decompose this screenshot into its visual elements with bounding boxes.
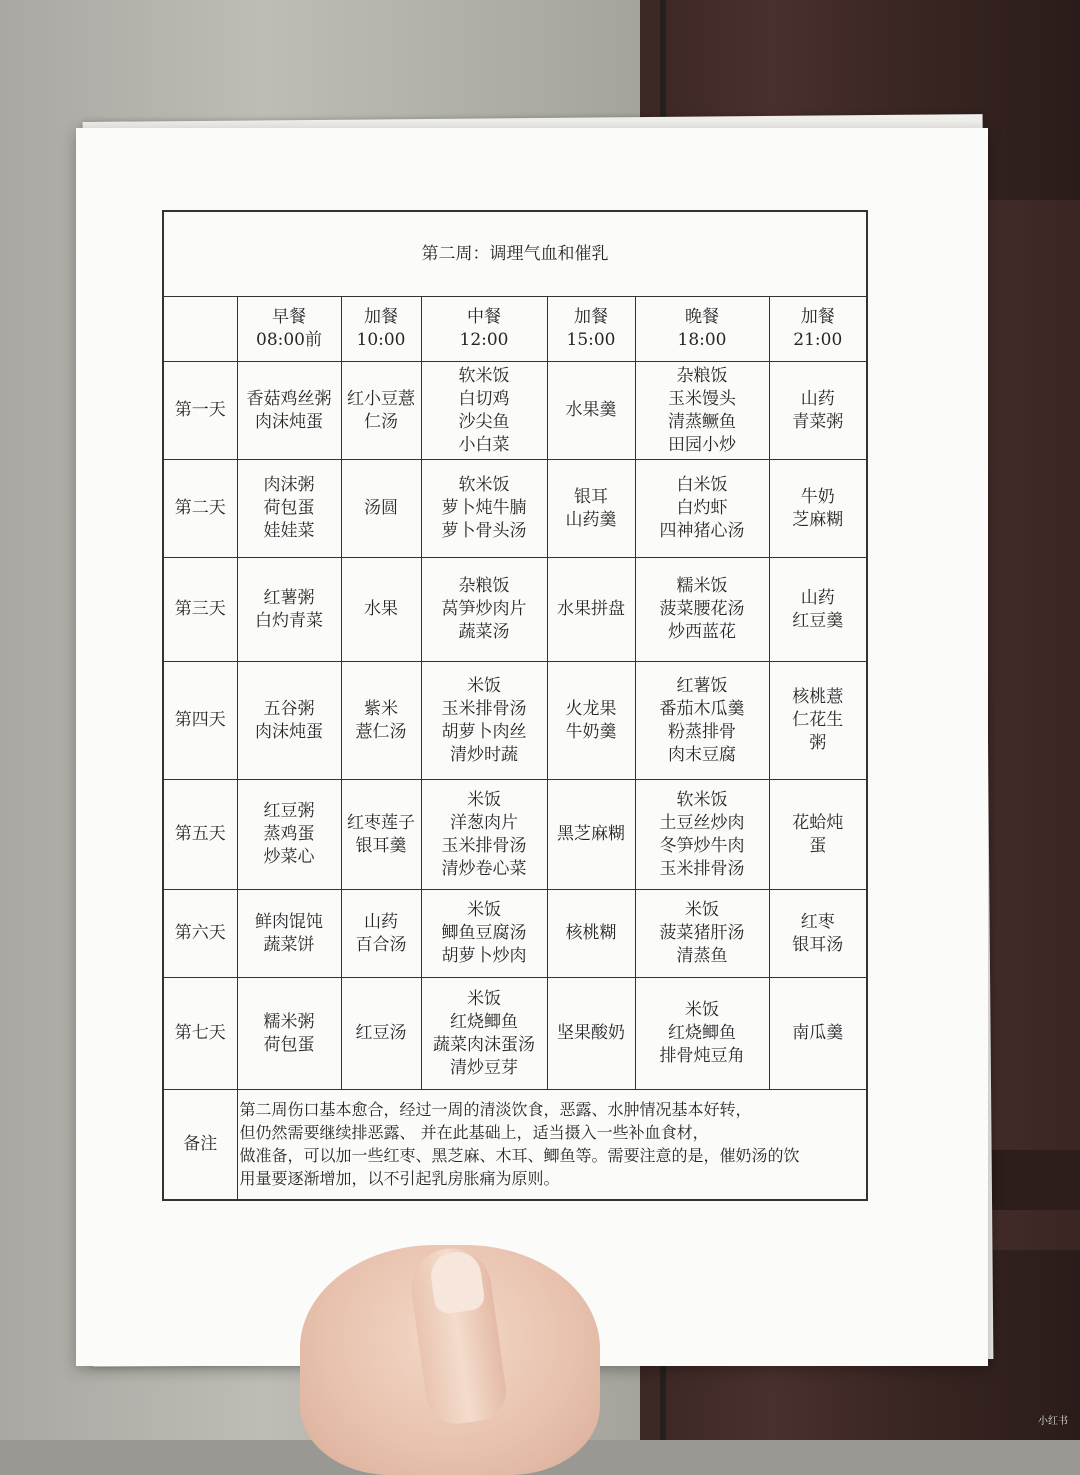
meal-cell — [421, 460, 547, 558]
dish-item: 玉米馒头 — [668, 388, 736, 409]
meal-cell — [769, 780, 867, 890]
meal-cell — [635, 362, 769, 460]
dish-item: 鲫鱼豆腐汤 — [441, 923, 527, 943]
dish-item: 土豆丝炒肉 — [659, 812, 745, 833]
dish-item: 蒸鸡蛋 — [263, 824, 315, 844]
dish-item: 鲜肉馄饨 — [255, 911, 323, 932]
meal-time: 10:00 — [356, 330, 406, 350]
dish-item: 山药 — [800, 587, 835, 608]
meal-cell — [547, 780, 635, 890]
dish-item: 莴笋炒肉片 — [441, 599, 527, 619]
dish-item: 山药 — [800, 388, 835, 409]
meal-cell — [421, 780, 547, 890]
meal-cell — [635, 978, 769, 1090]
dish-item: 荷包蛋 — [263, 498, 315, 518]
meal-name: 晚餐 — [685, 307, 719, 327]
dish-item: 百合汤 — [355, 934, 407, 955]
meal-cell — [237, 890, 341, 978]
dish-item: 花蛤炖 — [792, 812, 844, 833]
dish-item: 白米饭 — [676, 475, 728, 495]
dish-item: 红烧鲫鱼 — [668, 1023, 736, 1043]
table-row — [163, 558, 867, 662]
meal-cell — [635, 662, 769, 780]
dish-item: 萝卜炖牛腩 — [441, 498, 527, 518]
meal-cell — [769, 558, 867, 662]
dish-item: 清蒸鱼 — [676, 946, 728, 966]
meal-cell — [237, 978, 341, 1090]
dish-item: 田园小炒 — [668, 434, 736, 455]
dish-item: 小白菜 — [458, 434, 510, 455]
column-header — [769, 297, 867, 362]
meal-cell — [341, 362, 421, 460]
note-text — [237, 1090, 867, 1200]
dish-item: 牛奶羹 — [565, 721, 617, 742]
meal-time: 15:00 — [566, 330, 616, 350]
meal-name: 早餐 — [272, 307, 306, 327]
meal-cell — [341, 978, 421, 1090]
dish-item: 坚果酸奶 — [557, 1023, 625, 1043]
meal-time: 21:00 — [793, 330, 843, 350]
dish-item: 红豆粥 — [263, 801, 315, 821]
dish-item: 米饭 — [467, 675, 501, 696]
meal-cell — [769, 662, 867, 780]
dish-item: 五谷粥 — [263, 698, 315, 719]
meal-name: 中餐 — [467, 307, 501, 327]
dish-item: 杂粮饭 — [676, 365, 728, 386]
dish-item: 玉米排骨汤 — [441, 698, 527, 719]
meal-cell — [547, 662, 635, 780]
dish-item: 蛋 — [809, 835, 827, 856]
meal-cell — [421, 558, 547, 662]
meal-name: 加餐 — [574, 307, 608, 327]
dish-item: 清炒豆芽 — [450, 1057, 518, 1078]
meal-cell — [237, 662, 341, 780]
dish-item: 蔬菜饼 — [263, 934, 315, 955]
meal-cell — [237, 558, 341, 662]
column-header — [237, 297, 341, 362]
note-line: 做准备，可以加一些红枣、黑芝麻、木耳、鲫鱼等。需要注意的是，催奶汤的饮 — [239, 1146, 800, 1166]
dish-item: 肉沫炖蛋 — [255, 411, 323, 432]
meal-time: 12:00 — [459, 330, 509, 350]
dish-item: 炒菜心 — [263, 847, 315, 867]
dish-item: 四神猪心汤 — [659, 521, 745, 541]
dish-item: 清炒时蔬 — [450, 744, 518, 765]
dish-item: 薏仁汤 — [355, 721, 407, 742]
note-label: 备注 — [163, 1090, 237, 1200]
meal-cell — [547, 890, 635, 978]
meal-cell — [769, 460, 867, 558]
dish-item: 黑芝麻糊 — [557, 824, 625, 844]
dish-item: 白灼虾 — [676, 498, 728, 518]
dish-item: 糯米粥 — [263, 1011, 315, 1032]
dish-item: 粉蒸排骨 — [668, 721, 736, 742]
dish-item: 红薯粥 — [263, 587, 315, 608]
dish-item: 清炒卷心菜 — [441, 858, 527, 879]
dish-item: 杂粮饭 — [458, 576, 510, 596]
dish-item: 菠菜腰花汤 — [659, 599, 745, 619]
dish-item: 红烧鲫鱼 — [450, 1011, 518, 1032]
watermark-logo: 小红书 — [1038, 1416, 1068, 1427]
dish-item: 清蒸鳜鱼 — [668, 411, 736, 432]
day-label: 第三天 — [163, 558, 237, 662]
dish-item: 仁花生 — [792, 710, 844, 730]
dish-item: 仁汤 — [364, 411, 398, 432]
dish-item: 核桃糊 — [565, 923, 617, 943]
table-row — [163, 460, 867, 558]
column-header — [547, 297, 635, 362]
dish-item: 白灼青菜 — [255, 610, 323, 631]
meal-plan-table — [162, 210, 868, 1201]
dish-item: 青菜粥 — [792, 411, 844, 432]
meal-cell — [237, 780, 341, 890]
dish-item: 软米饭 — [458, 365, 510, 386]
dish-item: 米饭 — [685, 900, 719, 920]
dish-item: 汤圆 — [364, 498, 398, 518]
dish-item: 玉米排骨汤 — [441, 835, 527, 856]
meal-time: 08:00前 — [256, 330, 322, 350]
table-row — [163, 978, 867, 1090]
meal-cell — [547, 978, 635, 1090]
dish-item: 芝麻糊 — [792, 509, 844, 530]
meal-cell — [769, 890, 867, 978]
meal-cell — [421, 662, 547, 780]
dish-item: 火龙果 — [565, 698, 617, 719]
dish-item: 萝卜骨头汤 — [441, 521, 527, 541]
meal-name: 加餐 — [800, 307, 835, 327]
dish-item: 番茄木瓜羹 — [659, 698, 745, 719]
dish-item: 洋葱肉片 — [450, 812, 518, 833]
dish-item: 水果拼盘 — [557, 599, 625, 619]
dish-item: 蔬菜肉沫蛋汤 — [433, 1034, 535, 1055]
column-header — [163, 297, 237, 362]
dish-item: 南瓜羹 — [792, 1023, 844, 1043]
dish-item: 胡萝卜炒肉 — [441, 946, 527, 966]
dish-item: 胡萝卜肉丝 — [441, 721, 527, 742]
day-label: 第四天 — [163, 662, 237, 780]
note-line: 用量要逐渐增加，以不引起乳房胀痛为原则。 — [239, 1169, 560, 1189]
dish-item: 水果羹 — [565, 400, 617, 420]
dish-item: 荷包蛋 — [263, 1034, 315, 1055]
column-header — [421, 297, 547, 362]
table-title: 第二周：调理气血和催乳 — [163, 211, 867, 297]
meal-cell — [341, 662, 421, 780]
dish-item: 糯米饭 — [676, 576, 728, 596]
meal-cell — [635, 780, 769, 890]
meal-time: 18:00 — [677, 330, 727, 350]
day-label: 第一天 — [163, 362, 237, 460]
table-row — [163, 890, 867, 978]
column-header — [341, 297, 421, 362]
dish-item: 红小豆薏 — [347, 388, 415, 409]
meal-cell — [341, 780, 421, 890]
meal-name: 加餐 — [364, 307, 398, 327]
dish-item: 紫米 — [364, 698, 398, 719]
dish-item: 米饭 — [467, 988, 501, 1009]
meal-cell — [341, 890, 421, 978]
dish-item: 菠菜猪肝汤 — [659, 923, 745, 943]
column-header — [635, 297, 769, 362]
dish-item: 红枣莲子 — [347, 812, 415, 833]
meal-cell — [341, 460, 421, 558]
dish-item: 红豆汤 — [355, 1023, 407, 1043]
dish-item: 排骨炖豆角 — [659, 1046, 745, 1066]
table-row — [163, 662, 867, 780]
meal-cell — [547, 362, 635, 460]
dish-item: 银耳汤 — [792, 934, 844, 955]
dish-item: 银耳 — [574, 486, 608, 507]
dish-item: 米饭 — [467, 789, 501, 810]
meal-cell — [635, 890, 769, 978]
dish-item: 软米饭 — [676, 789, 728, 810]
dish-item: 红豆羹 — [792, 610, 844, 631]
dish-item: 米饭 — [685, 1000, 719, 1020]
dish-item: 娃娃菜 — [263, 521, 315, 541]
dish-item: 牛奶 — [800, 486, 835, 507]
dish-item: 肉末豆腐 — [668, 744, 736, 765]
day-label: 第七天 — [163, 978, 237, 1090]
dish-item: 肉沫炖蛋 — [255, 721, 323, 742]
meal-cell — [421, 362, 547, 460]
meal-cell — [635, 558, 769, 662]
dish-item: 沙尖鱼 — [458, 411, 510, 432]
meal-cell — [769, 978, 867, 1090]
meal-cell — [421, 890, 547, 978]
meal-cell — [547, 558, 635, 662]
day-label: 第五天 — [163, 780, 237, 890]
meal-cell — [635, 460, 769, 558]
dish-item: 蔬菜汤 — [458, 622, 510, 642]
meal-cell — [769, 362, 867, 460]
dish-item: 香菇鸡丝粥 — [246, 388, 332, 409]
dish-item: 玉米排骨汤 — [659, 858, 745, 879]
dish-item: 核桃薏 — [792, 687, 844, 707]
dish-item: 白切鸡 — [458, 388, 510, 409]
dish-item: 软米饭 — [458, 475, 510, 495]
meal-cell — [341, 558, 421, 662]
table-row — [163, 780, 867, 890]
dish-item: 炒西蓝花 — [668, 622, 736, 642]
dish-item: 山药羹 — [565, 509, 617, 530]
dish-item: 水果 — [364, 599, 398, 619]
meal-cell — [421, 978, 547, 1090]
note-line: 第二周伤口基本愈合，经过一周的清淡饮食，恶露、水肿情况基本好转， — [239, 1100, 752, 1120]
table-row — [163, 362, 867, 460]
day-label: 第六天 — [163, 890, 237, 978]
note-line: 但仍然需要继续排恶露、 并在此基础上，适当摄入一些补血食材， — [239, 1123, 709, 1143]
dish-item: 粥 — [809, 733, 827, 753]
dish-item: 山药 — [364, 911, 398, 932]
meal-cell — [237, 460, 341, 558]
meal-cell — [547, 460, 635, 558]
dish-item: 冬笋炒牛肉 — [659, 835, 745, 856]
dish-item: 肉沫粥 — [263, 475, 315, 495]
dish-item: 红枣 — [800, 911, 835, 932]
meal-cell — [237, 362, 341, 460]
dish-item: 米饭 — [467, 900, 501, 920]
dish-item: 银耳羹 — [355, 835, 407, 856]
dish-item: 红薯饭 — [676, 675, 728, 696]
day-label: 第二天 — [163, 460, 237, 558]
